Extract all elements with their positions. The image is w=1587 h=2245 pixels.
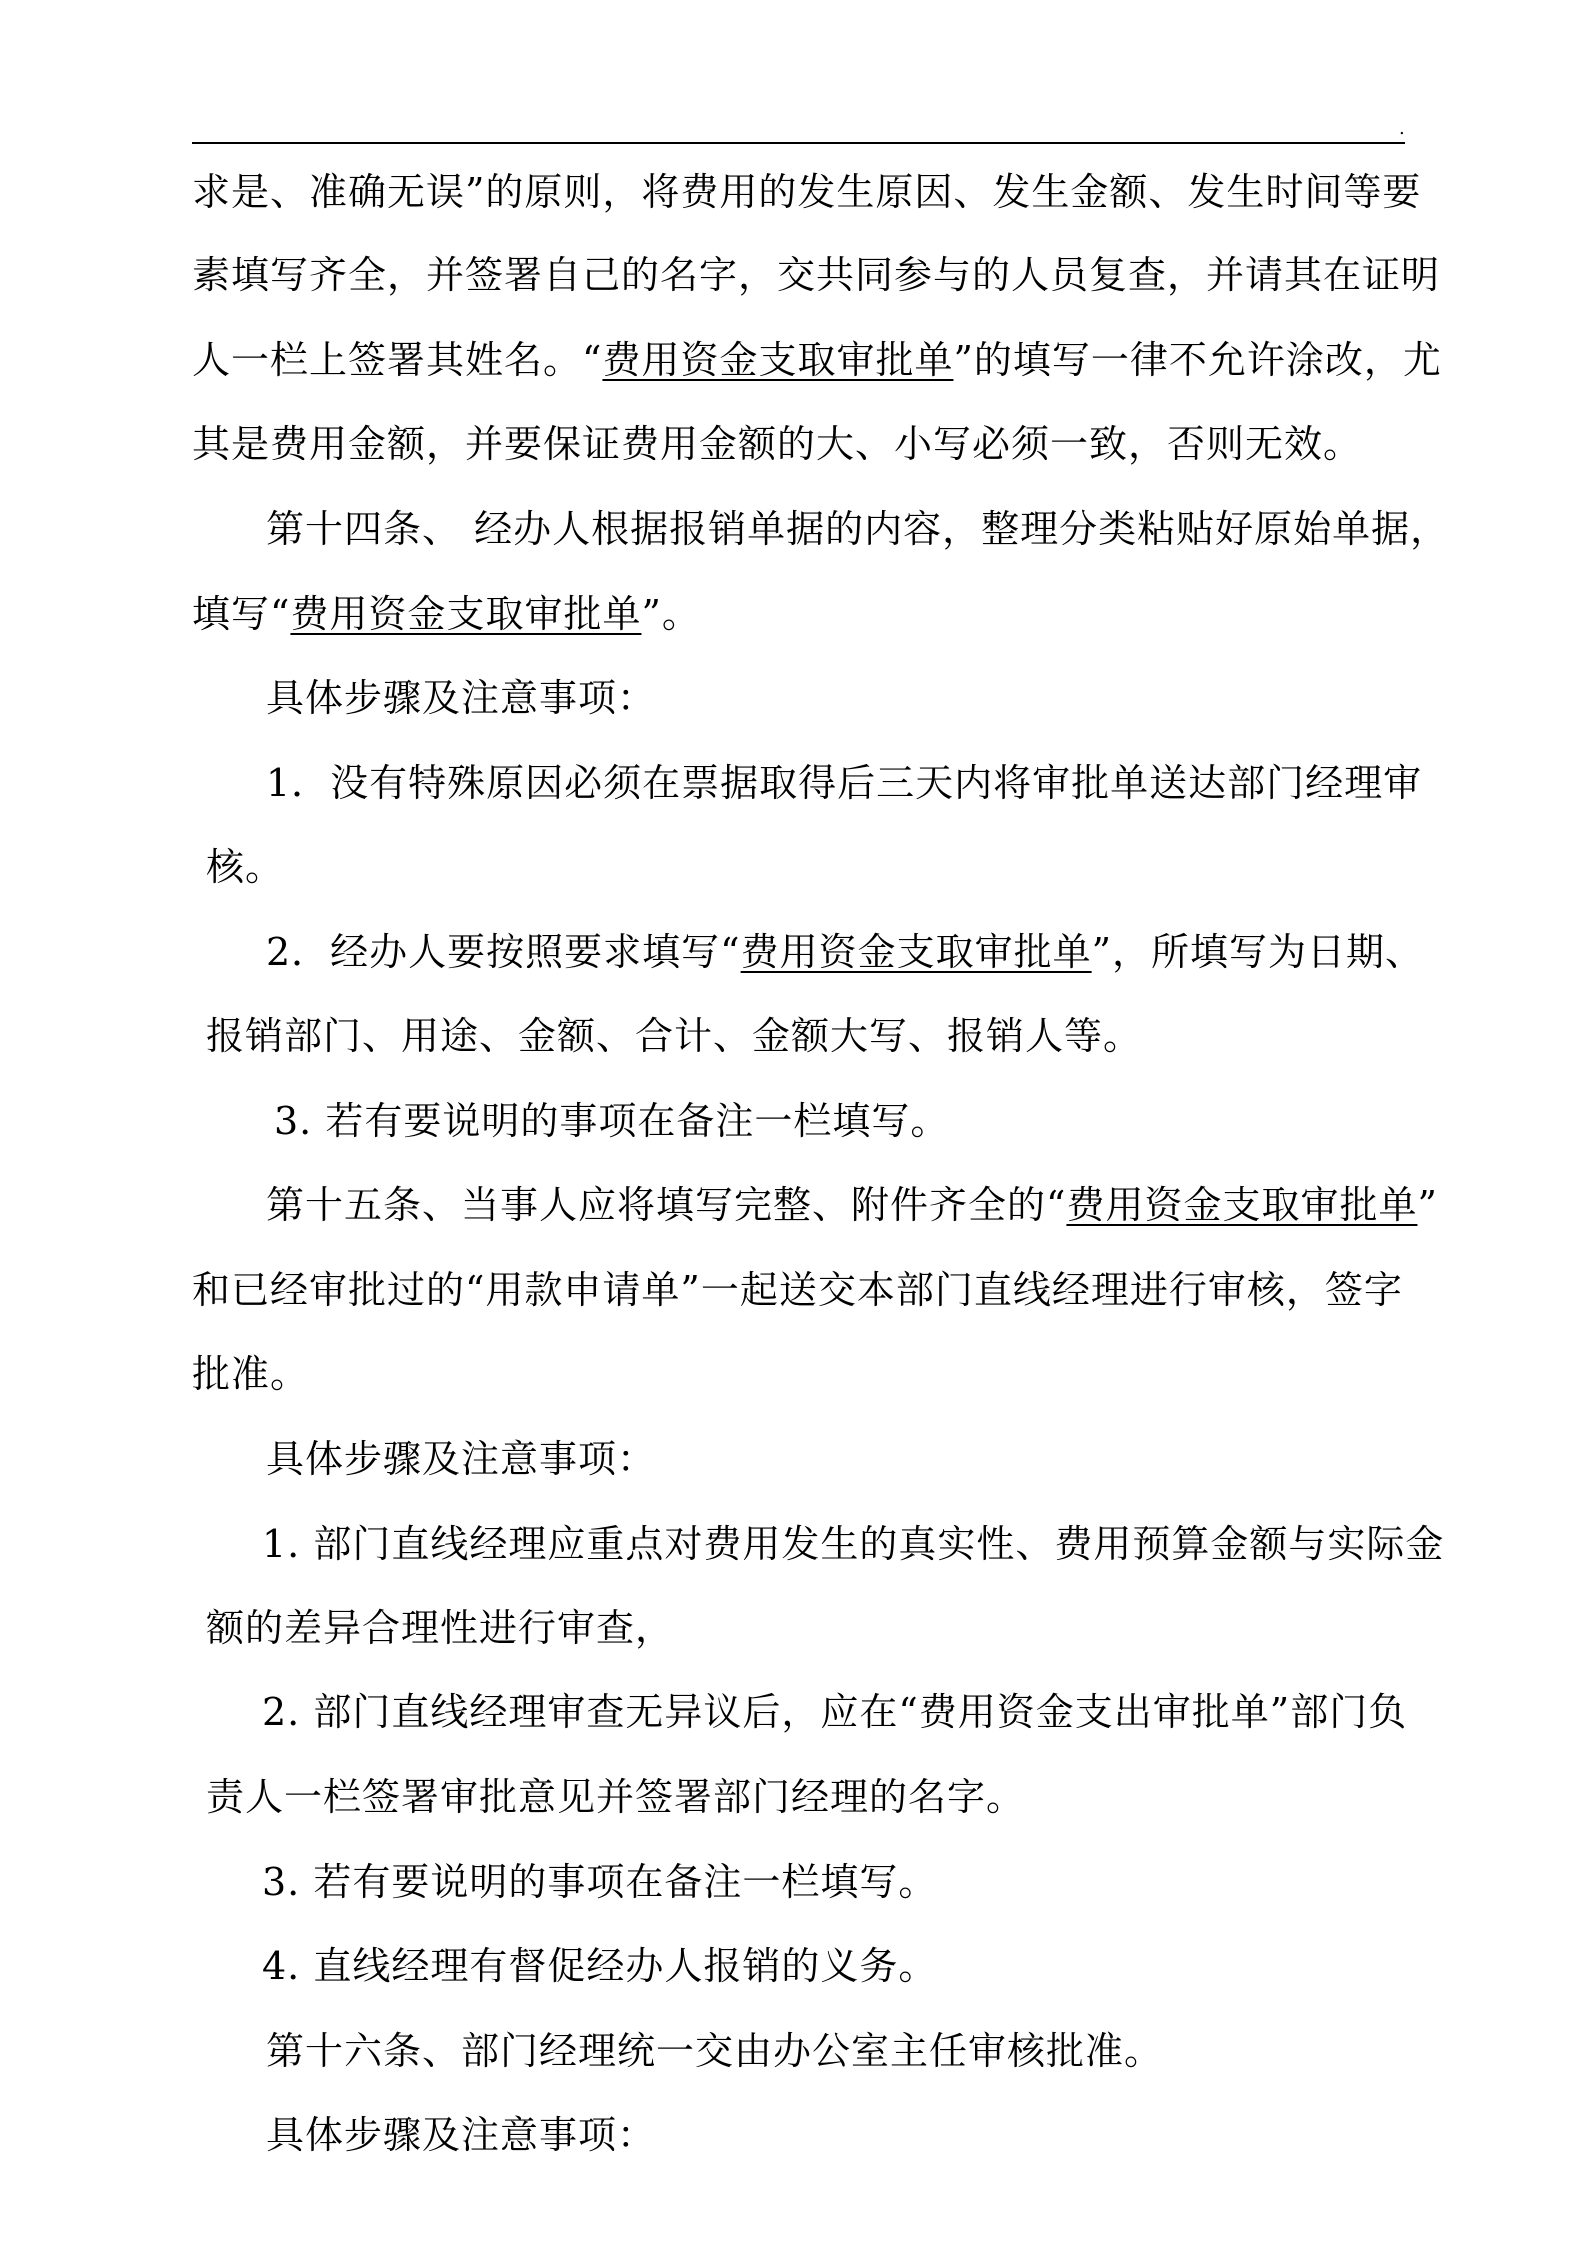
steps-heading: 具体步骤及注意事项： bbox=[266, 2113, 657, 2157]
text-segment: ”，所填写为日期、 bbox=[1091, 930, 1425, 974]
form-name-link: 费用资金支取审批单 bbox=[1066, 1183, 1418, 1227]
steps-heading: 具体步骤及注意事项： bbox=[266, 1437, 657, 1481]
list-item: 1．没有特殊原因必须在票据取得后三天内将审批单送达部门经理审 bbox=[266, 761, 1423, 805]
text-line bbox=[192, 590, 701, 638]
text-segment: 2．经办人要按照要求填写“ bbox=[266, 930, 741, 974]
text-segment: 人一栏上签署其姓名。“ bbox=[192, 338, 603, 382]
steps-heading: 具体步骤及注意事项： bbox=[266, 676, 657, 720]
list-item: 4. 直线经理有督促经办人报销的义务。 bbox=[262, 1944, 938, 1988]
list-item bbox=[266, 928, 1424, 976]
list-item-continuation: 额的差异合理性进行审查， bbox=[206, 1606, 675, 1650]
list-item-continuation: 核。 bbox=[206, 845, 285, 889]
text-segment: ”。 bbox=[641, 592, 701, 636]
text-segment: ” bbox=[1417, 1183, 1438, 1227]
header-mark: . bbox=[1399, 118, 1405, 139]
list-item: 3. 若有要说明的事项在备注一栏填写。 bbox=[274, 1099, 950, 1143]
text-line: 和已经审批过的“用款申请单”一起送交本部门直线经理进行审核，签字 bbox=[192, 1268, 1403, 1312]
article-16: 第十六条、部门经理统一交由办公室主任审核批准。 bbox=[266, 2029, 1164, 2073]
text-line: 素填写齐全，并签署自己的名字，交共同参与的人员复查，并请其在证明 bbox=[192, 253, 1441, 297]
text-line: 求是、准确无误”的原则，将费用的发生原因、发生金额、发生时间等要 bbox=[192, 170, 1422, 214]
list-item: 1. 部门直线经理应重点对费用发生的真实性、费用预算金额与实际金 bbox=[262, 1522, 1445, 1566]
form-name-link: 费用资金支取审批单 bbox=[740, 930, 1092, 974]
article-15 bbox=[266, 1181, 1438, 1229]
text-line bbox=[192, 336, 1442, 384]
text-line: 批准。 bbox=[192, 1352, 310, 1396]
list-item: 2. 部门直线经理审查无异议后，应在“费用资金支出审批单”部门负 bbox=[262, 1690, 1408, 1734]
text-segment: 第十五条、当事人应将填写完整、附件齐全的“ bbox=[266, 1183, 1067, 1227]
text-segment: 填写“ bbox=[192, 592, 291, 636]
form-name-link: 费用资金支取审批单 bbox=[290, 592, 642, 636]
article-14: 第十四条、 经办人根据报销单据的内容，整理分类粘贴好原始单据， bbox=[266, 507, 1450, 551]
text-line: 其是费用金额，并要保证费用金额的大、小写必须一致，否则无效。 bbox=[192, 422, 1363, 466]
list-item-continuation: 责人一栏签署审批意见并签署部门经理的名字。 bbox=[206, 1775, 1026, 1819]
form-name-link: 费用资金支取审批单 bbox=[602, 338, 954, 382]
list-item-continuation: 报销部门、用途、金额、合计、金额大写、报销人等。 bbox=[206, 1014, 1143, 1058]
list-item: 3. 若有要说明的事项在备注一栏填写。 bbox=[262, 1860, 938, 1904]
text-segment: ”的填写一律不允许涂改，尤 bbox=[953, 338, 1442, 382]
header-rule bbox=[192, 142, 1405, 144]
